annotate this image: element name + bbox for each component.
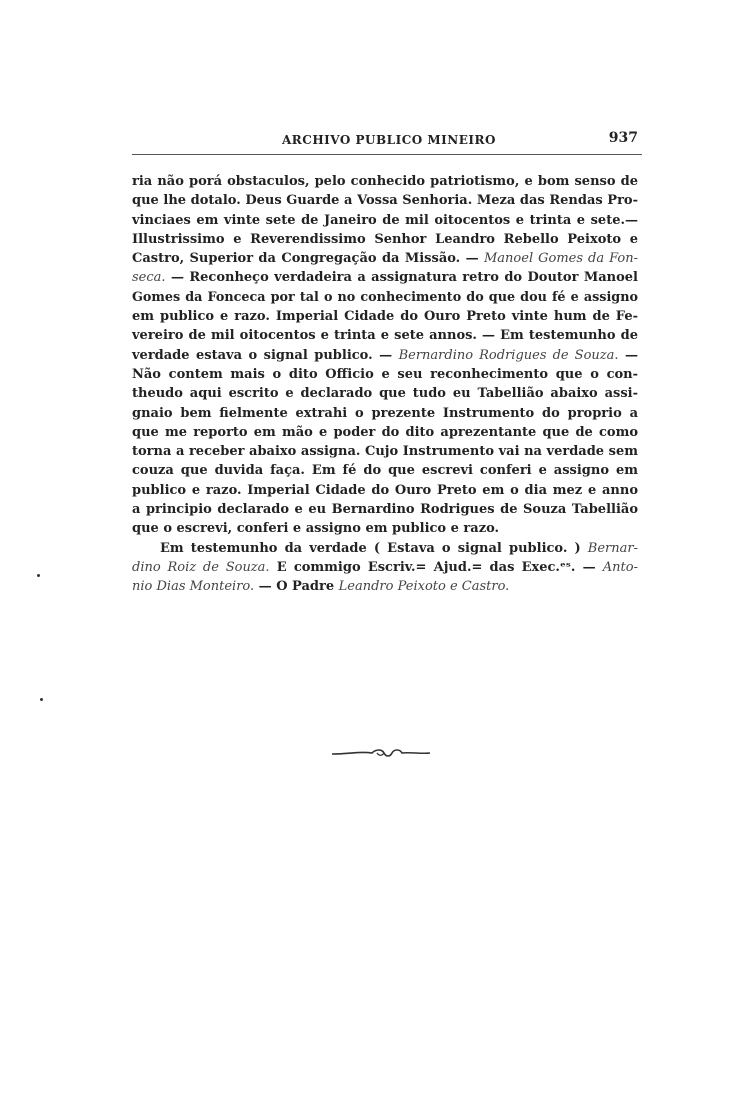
text-span: a principio declarado e eu Bernardino Rodrigues de Souza Tabellião [132, 502, 638, 518]
text-line [132, 500, 638, 519]
text-span: ria não porá obstaculos, pelo conhecido patriotismo, e bom senso de [132, 174, 638, 189]
text-span: — O Padre [254, 579, 339, 595]
text-span: — Reconheço verdadeira a assignatura retro do Doutor Manoel [165, 270, 638, 286]
page-number: 937 [608, 130, 638, 146]
text-span: Em testemunho da verdade ( Estava o signal publico. ) [160, 540, 588, 556]
text-span: vereiro de mil oitocentos e trinta e sete annos. — Em testemunho de [132, 328, 638, 344]
text-span: couza que duvida faça. Em fé do que escrevi conferi e assigno em [132, 463, 638, 479]
margin-speck [37, 574, 40, 577]
text-line [132, 577, 638, 596]
text-span: vinciaes em vinte sete de Janeiro de mil oitocentos e trinta e sete.— [132, 212, 638, 228]
italic-name-span: Anto- [602, 559, 638, 575]
text-span: — [618, 347, 639, 363]
text-line [132, 481, 638, 500]
text-span: Castro, Superior da Congregação da Missão. — [132, 251, 484, 267]
text-line [132, 211, 638, 230]
text-span: torna a receber abaixo assigna. Cujo Instrumento vai na verdade sem [132, 444, 638, 460]
text-span: theudo aqui escrito e declarado que tudo eu Tabellião abaixo assi- [132, 386, 638, 402]
italic-name-span: seca. [132, 270, 166, 286]
text-span: que me reporto em mão e poder do dito aprezentante que de como [132, 424, 638, 440]
text-line [132, 326, 638, 345]
margin-speck [40, 698, 43, 701]
text-line [132, 539, 638, 558]
text-span: em publico e razo. Imperial Cidade do Ouro Preto vinte hum de Fe- [132, 309, 638, 325]
text-line [132, 307, 638, 326]
text-line [132, 346, 638, 365]
text-line [132, 268, 638, 287]
italic-name-span: dino Roiz de Souza. [132, 559, 270, 575]
italic-name-span: Manoel Gomes da Fon- [484, 251, 638, 267]
text-line [132, 404, 638, 423]
text-line [132, 384, 638, 403]
header-rule [132, 154, 642, 155]
text-line [132, 519, 638, 538]
running-title: ARCHIVO PUBLICO MINEIRO [282, 133, 496, 147]
text-line [132, 230, 638, 249]
italic-name-span: Bernardino Rodrigues de Souza. [398, 347, 619, 363]
text-line [132, 191, 638, 210]
running-head [132, 128, 642, 152]
text-span: publico e razo. Imperial Cidade do Ouro Preto em o dia mez e anno [132, 482, 638, 498]
italic-name-span: Bernar- [587, 540, 638, 556]
text-span: que o escrevi, conferi e assigno em publico e razo. [132, 521, 500, 537]
text-line [132, 423, 638, 442]
italic-name-span: nio Dias Monteiro. [132, 579, 255, 595]
text-span: gnaio bem fielmente extrahi o prezente Instrumento do proprio a [132, 405, 638, 421]
text-line [132, 288, 638, 307]
text-line [132, 461, 638, 480]
text-line [132, 365, 638, 384]
text-span: E commigo Escriv.= Ajud.= das Exec.ᵉˢ. — [269, 559, 603, 575]
text-span: verdade estava o signal publico. — [132, 347, 399, 363]
text-line [132, 172, 638, 191]
text-line [132, 558, 638, 577]
text-span: Não contem mais o dito Officio e seu reconhecimento que o con- [132, 366, 638, 382]
text-line [132, 249, 638, 268]
text-span: que lhe dotalo. Deus Guarde a Vossa Senhoria. Meza das Rendas Pro- [132, 193, 638, 209]
italic-name-span: Leandro Peixoto e Castro. [338, 579, 510, 595]
tailpiece-flourish-icon [330, 746, 432, 760]
text-line [132, 442, 638, 461]
body-text [132, 172, 638, 597]
text-span: Gomes da Fonceca por tal o no conhecimento do que dou fé e assigno [132, 289, 638, 305]
text-span: Illustrissimo e Reverendissimo Senhor Leandro Rebello Peixoto e [132, 231, 638, 247]
